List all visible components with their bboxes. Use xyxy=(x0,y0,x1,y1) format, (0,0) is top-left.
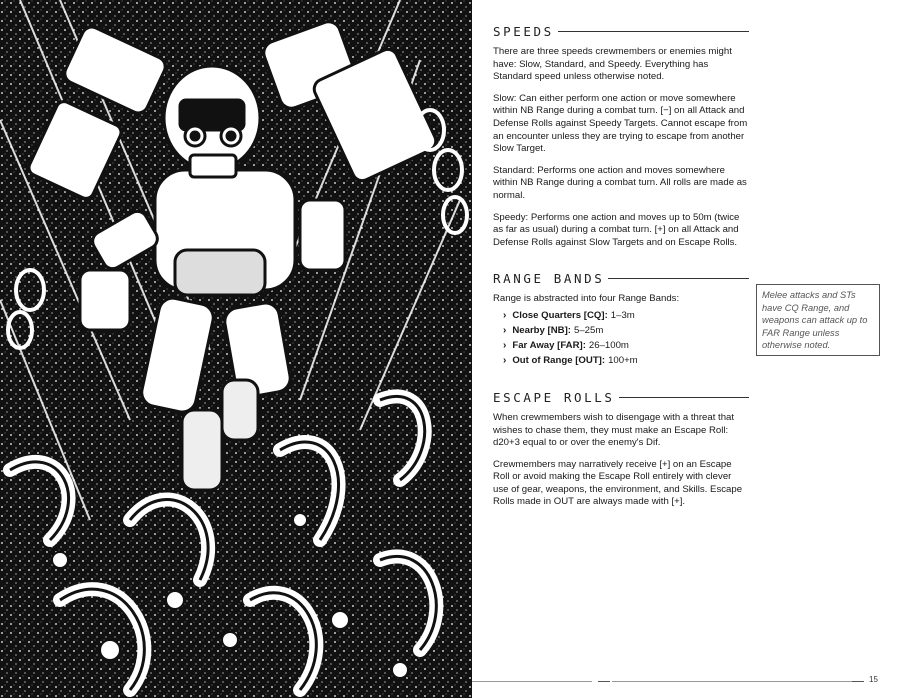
heading-rule xyxy=(619,397,749,398)
list-item xyxy=(503,338,749,353)
range-bands-title: RANGE BANDS xyxy=(493,271,605,287)
heading-rule xyxy=(608,278,749,279)
range-band-name: Close Quarters [CQ]: xyxy=(512,309,608,321)
chevron-right-icon: › xyxy=(503,309,507,321)
page-number: 15 xyxy=(869,675,878,684)
range-band-value: 100+m xyxy=(608,354,638,366)
range-bands-list xyxy=(493,308,749,368)
heading-rule xyxy=(558,31,749,32)
escape-rolls-title: ESCAPE ROLLS xyxy=(493,389,615,405)
range-band-value: 5–25m xyxy=(573,324,604,336)
range-band-name: Nearby [NB]: xyxy=(512,324,571,336)
list-item xyxy=(503,323,749,338)
range-bands-heading xyxy=(493,271,749,286)
range-band-value: 1–3m xyxy=(610,309,635,321)
chevron-right-icon: › xyxy=(503,324,507,336)
footer-rule xyxy=(612,681,852,682)
footer-rule xyxy=(472,681,592,682)
speeds-paragraph-speedy: Speedy: Performs one action and moves up to 50m (twice as far as usual) during a combat turn. [+] on all Attack and Defense Rolls against Slow Targets and on Escape Rolls. xyxy=(493,211,740,248)
sidebar-note: Melee attacks and STs have CQ Range, and weapons can attack up to FAR Range unless otherwise noted. xyxy=(756,284,880,356)
list-item xyxy=(503,353,749,368)
escape-rolls-heading xyxy=(493,390,749,405)
chevron-right-icon: › xyxy=(503,354,507,366)
range-bands-intro: Range is abstracted into four Range Bands: xyxy=(493,293,680,305)
footer-rule-mark xyxy=(852,681,864,682)
escape-rolls-paragraph-1: When crewmembers wish to disengage with a threat that wishes to chase them, they must make an Escape Roll: d20+3 equal to or over the enemy's Dif. xyxy=(493,411,735,449)
speeds-title: SPEEDS xyxy=(493,24,554,39)
chevron-right-icon: › xyxy=(503,339,507,351)
speeds-heading xyxy=(493,24,749,39)
footer-rule-mark xyxy=(598,681,610,682)
range-band-name: Out of Range [OUT]: xyxy=(512,354,606,366)
speeds-paragraph-standard: Standard: Performs one action and moves somewhere within NB Range during a combat turn. All rolls are made as normal. xyxy=(493,164,747,201)
speeds-paragraph-slow: Slow: Can either perform one action or move somewhere within NB Range during a combat turn. [−] on all Attack and Defense Rolls against Speedy Targets. Cannot escape from an encounter unless they are trying to escape from another Slow Target. xyxy=(493,92,748,155)
range-band-name: Far Away [FAR]: xyxy=(512,339,586,351)
speeds-paragraph-intro: There are three speeds crewmembers or enemies might have: Slow, Standard, and Speedy. Everything has Standard speed unless otherwise noted. xyxy=(493,46,732,83)
escape-rolls-paragraph-2: Crewmembers may narratively receive [+] on an Escape Roll or avoid making the Escape Roll entirely with clever use of gear, weapons, the environment, and Skills. Escape Rolls made in OUT are always made with [+]. xyxy=(493,458,743,508)
list-item xyxy=(503,308,749,323)
rules-text-column xyxy=(493,24,749,518)
range-band-value: 26–100m xyxy=(588,339,629,351)
